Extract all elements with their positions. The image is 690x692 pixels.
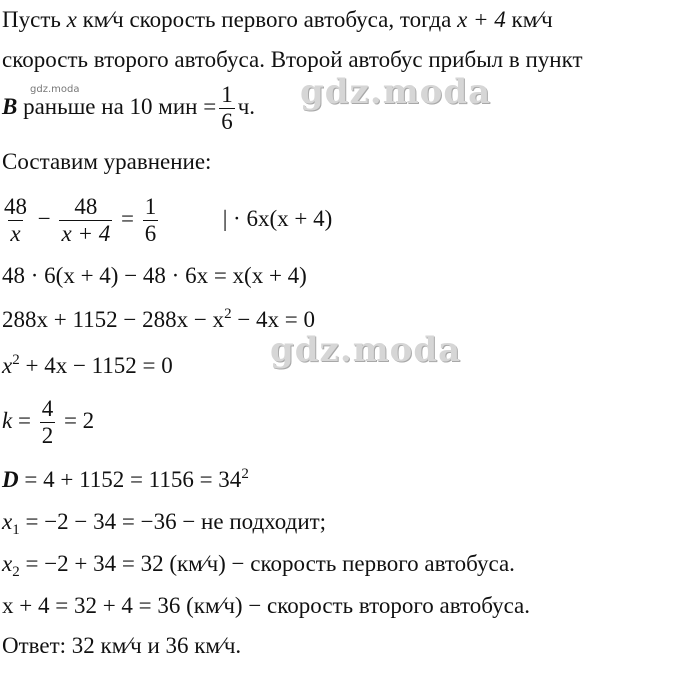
- denominator: x + 4: [61, 221, 111, 247]
- unit: км⁄ч: [194, 633, 236, 658]
- denominator: 6: [144, 221, 157, 247]
- equals-sign: =: [120, 206, 134, 231]
- text-line-4: Составим уравнение:: [2, 149, 212, 174]
- var-x: x: [2, 551, 13, 576]
- text-line-2: скорость второго автобуса. Второй автобус прибыл в пункт: [2, 47, 583, 72]
- equation-3: [2, 306, 315, 334]
- numerator: 48: [74, 194, 98, 220]
- equation-5: [2, 392, 94, 450]
- expr-part: 288x + 1152 − 288x − x: [2, 307, 225, 332]
- var-x: x: [2, 509, 13, 534]
- fraction-1-6: [143, 194, 159, 247]
- var-x: x: [66, 7, 77, 32]
- watermark-small: gdz.moda: [30, 84, 80, 95]
- expr-part: = −2 − 34 = −36 − не подходит;: [25, 509, 327, 534]
- expr-part: + 4x − 1152 = 0: [25, 353, 173, 378]
- var-x: x: [2, 353, 13, 378]
- equals-sign: =: [17, 408, 31, 433]
- var-k: k: [2, 408, 13, 433]
- expr-part: = −2 + 34 = 32 (км⁄ч) − скорость первого автобуса.: [25, 551, 515, 576]
- equation-9: x + 4 = 32 + 4 = 36 (км⁄ч) − скорость второго автобуса.: [2, 593, 531, 618]
- discriminant-d: D: [2, 467, 19, 492]
- expr-part: = 2: [63, 408, 95, 433]
- text-segment: скорость первого автобуса, тогда: [129, 7, 452, 32]
- subscript: 2: [12, 564, 20, 580]
- fraction-4-2: [40, 396, 56, 449]
- text-line-1: [2, 6, 553, 34]
- exponent: 2: [224, 306, 232, 322]
- equation-6: [2, 466, 249, 494]
- answer-text: и 36: [147, 633, 189, 658]
- fraction-48-x4: [59, 194, 112, 247]
- numerator: 1: [221, 82, 233, 108]
- equation-1: [2, 190, 332, 248]
- subscript: 1: [12, 522, 20, 538]
- exponent: 2: [12, 352, 20, 368]
- answer-line: [2, 632, 241, 660]
- text-segment: раньше на 10 мин =: [23, 94, 217, 119]
- unit-hour: ч.: [237, 94, 256, 119]
- watermark-logo: gdz.moda: [300, 72, 492, 112]
- expr-x-plus-4: x + 4: [457, 7, 506, 32]
- minus-sign: −: [37, 206, 51, 231]
- equation-7: [2, 508, 326, 536]
- fraction-1-6: [219, 82, 235, 135]
- point-b: B: [2, 94, 18, 119]
- word: Пусть: [2, 7, 61, 32]
- equation-4: [2, 352, 173, 380]
- unit: км⁄ч: [82, 7, 124, 32]
- denominator: x: [10, 221, 21, 247]
- numerator: 48: [4, 194, 27, 220]
- multiplier-note: | · 6x(x + 4): [222, 206, 333, 231]
- equation-2: 48 · 6(x + 4) − 48 · 6x = x(x + 4): [2, 263, 307, 288]
- equation-8: [2, 550, 515, 578]
- expr-part: − 4x = 0: [237, 307, 316, 332]
- unit: км⁄ч: [100, 633, 142, 658]
- answer-text: Ответ: 32: [2, 633, 95, 658]
- numerator: 4: [41, 396, 54, 422]
- expr-part: = 4 + 1152 = 1156 = 34: [24, 467, 242, 492]
- unit: км⁄ч: [511, 7, 553, 32]
- watermark-logo: gdz.moda: [270, 330, 462, 370]
- exponent: 2: [241, 466, 249, 482]
- fraction-48-x: [2, 194, 29, 247]
- numerator: 1: [144, 194, 157, 220]
- period: .: [235, 633, 242, 658]
- denominator: 6: [221, 109, 233, 135]
- denominator: 2: [41, 423, 54, 449]
